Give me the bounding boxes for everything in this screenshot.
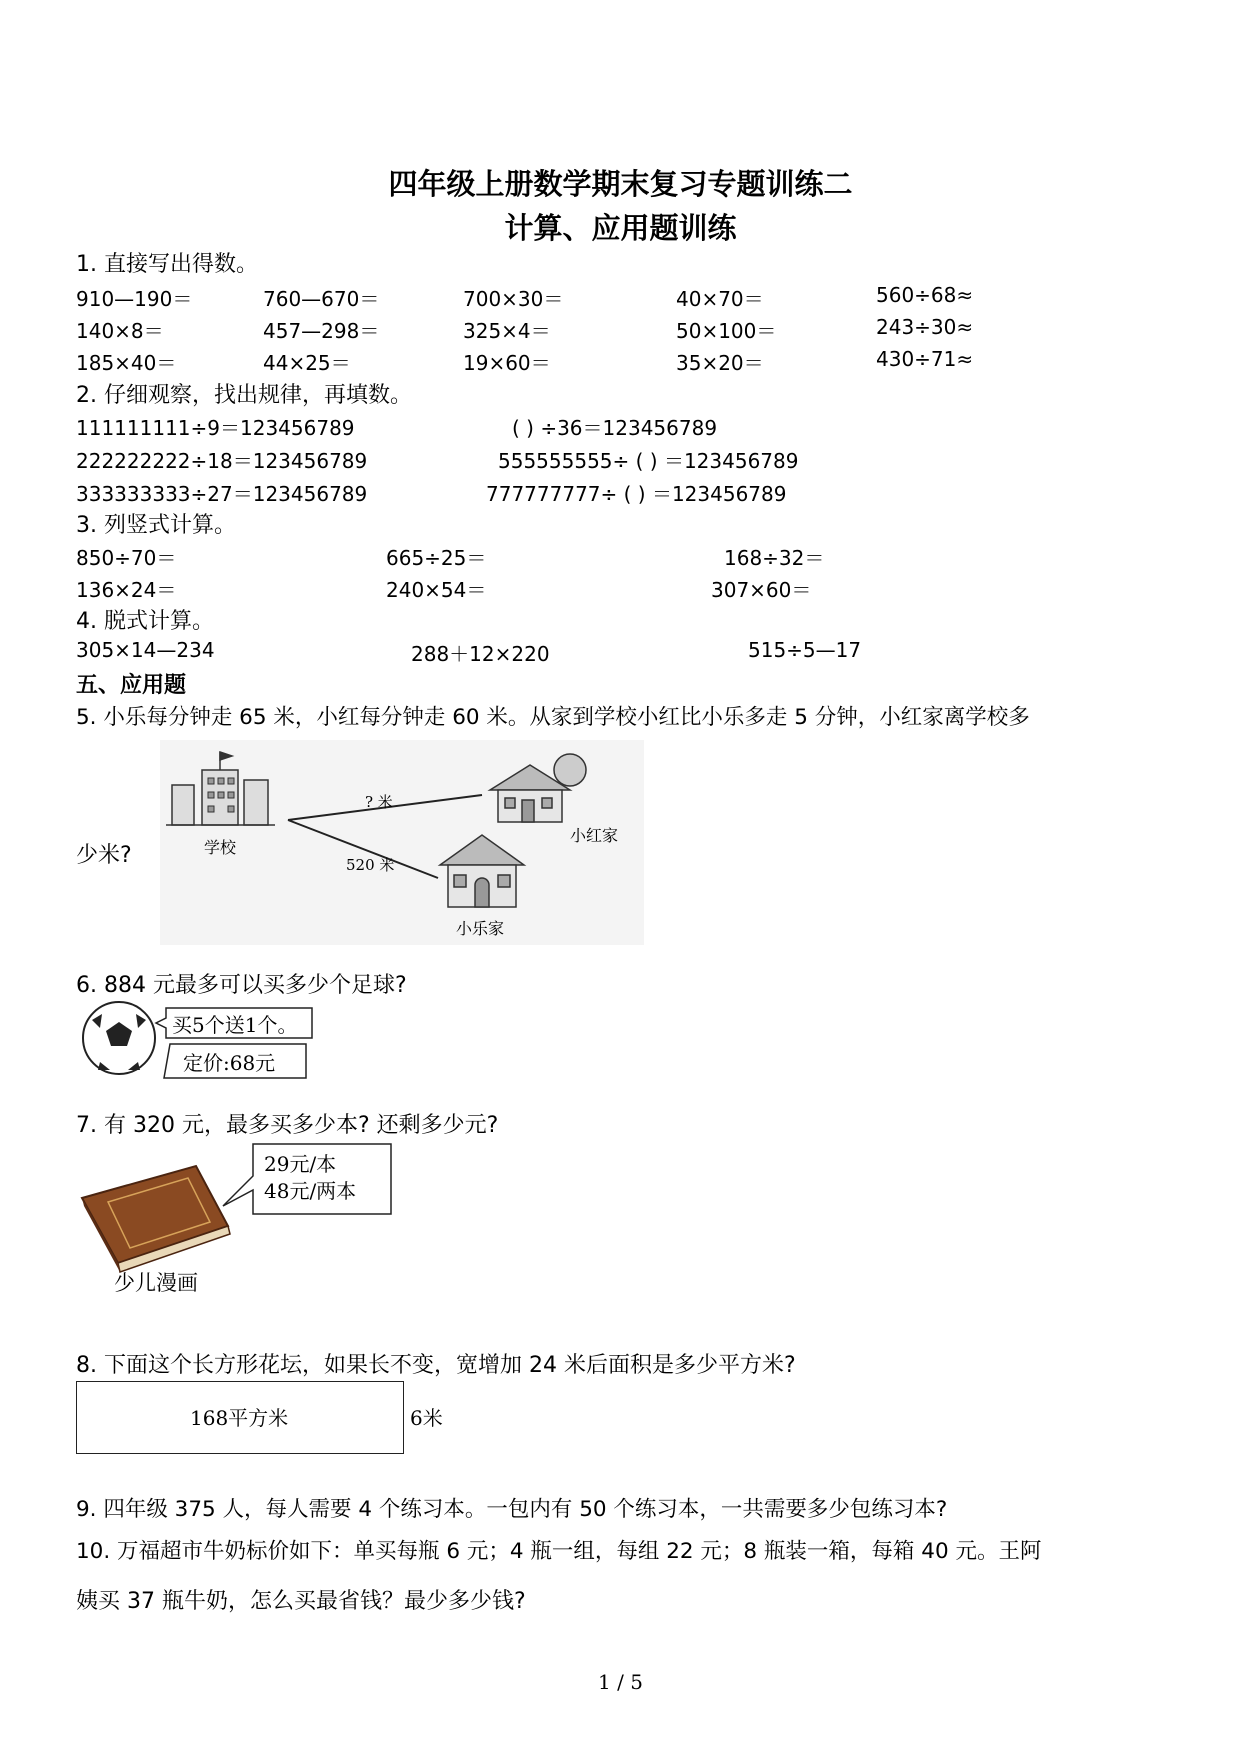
page-number: 1 / 5 bbox=[598, 1670, 643, 1694]
price-bubble bbox=[223, 1144, 391, 1214]
price2-text: 48元/两本 bbox=[264, 1179, 357, 1203]
q3-heading: 3. 列竖式计算。 bbox=[76, 513, 236, 538]
q2-heading: 2. 仔细观察，找出规律，再填数。 bbox=[76, 383, 412, 408]
q3-item: 168÷32＝ bbox=[724, 546, 825, 570]
q6-text: 6. 884 元最多可以买多少个足球? bbox=[76, 973, 407, 998]
q4-item: 305×14—234 bbox=[76, 638, 215, 662]
q1-item: 243÷30≈ bbox=[876, 315, 974, 339]
q10-text: 10. 万福超市牛奶标价如下：单买每瓶 6 元；4 瓶一组，每组 22 元；8 瓶装一箱，每箱 40 元。王阿 bbox=[76, 1539, 1042, 1564]
q1-item: 140×8＝ bbox=[76, 319, 164, 343]
q3-item: 665÷25＝ bbox=[386, 546, 487, 570]
book-caption: 少儿漫画 bbox=[114, 1271, 198, 1295]
q1-item: 560÷68≈ bbox=[876, 283, 974, 307]
book-icon bbox=[82, 1166, 230, 1272]
promo-text: 买5个送1个。 bbox=[172, 1013, 298, 1037]
label-red-home: 小红家 bbox=[570, 826, 619, 845]
page-title: 四年级上册数学期末复习专题训练二 bbox=[388, 167, 853, 201]
q1-heading: 1. 直接写出得数。 bbox=[76, 252, 258, 277]
label-school: 学校 bbox=[204, 838, 237, 857]
q3-item: 307×60＝ bbox=[711, 578, 812, 602]
q7-text: 7. 有 320 元，最多买多少本? 还剩多少元? bbox=[76, 1113, 499, 1138]
q2-blank: 777777777÷ ( ) ＝123456789 bbox=[486, 482, 787, 506]
q2-blank: ( ) ÷36＝123456789 bbox=[512, 416, 718, 440]
q1-item: 40×70＝ bbox=[676, 287, 764, 311]
q3-item: 850÷70＝ bbox=[76, 546, 177, 570]
q3-item: 136×24＝ bbox=[76, 578, 177, 602]
football-icon bbox=[83, 1002, 155, 1074]
label-unknown: ? 米 bbox=[365, 793, 393, 811]
width-label: 6米 bbox=[410, 1406, 443, 1430]
price-text: 定价:68元 bbox=[183, 1051, 276, 1075]
q5-figure bbox=[160, 740, 644, 945]
q6-figure bbox=[80, 1000, 320, 1085]
page-subtitle: 计算、应用题训练 bbox=[504, 211, 737, 245]
label-le-home: 小乐家 bbox=[456, 919, 505, 938]
q1-item: 325×4＝ bbox=[463, 319, 551, 343]
q10-text-cont: 姨买 37 瓶牛奶，怎么买最省钱？最少多少钱? bbox=[76, 1589, 526, 1614]
q8-text: 8. 下面这个长方形花坛，如果长不变，宽增加 24 米后面积是多少平方米? bbox=[76, 1353, 796, 1378]
q4-heading: 4. 脱式计算。 bbox=[76, 609, 214, 634]
q2-blank: 555555555÷ ( ) ＝123456789 bbox=[498, 449, 799, 473]
q4-item: 515÷5—17 bbox=[748, 638, 862, 662]
label-known: 520 米 bbox=[346, 856, 395, 874]
q1-item: 910—190＝ bbox=[76, 287, 193, 311]
area-label: 168平方米 bbox=[190, 1406, 289, 1430]
q1-item: 185×40＝ bbox=[76, 351, 177, 375]
q1-item: 44×25＝ bbox=[263, 351, 351, 375]
q1-item: 457—298＝ bbox=[263, 319, 380, 343]
q1-item: 700×30＝ bbox=[463, 287, 564, 311]
q2-example: 222222222÷18＝123456789 bbox=[76, 449, 368, 473]
q4-item: 288＋12×220 bbox=[411, 642, 550, 666]
q1-item: 19×60＝ bbox=[463, 351, 551, 375]
price1-text: 29元/本 bbox=[264, 1152, 337, 1176]
promo-bubble bbox=[156, 1008, 312, 1038]
q9-text: 9. 四年级 375 人，每人需要 4 个练习本。一包内有 50 个练习本，一共需要多少包练习本? bbox=[76, 1497, 948, 1522]
q5-text-cont: 少米? bbox=[76, 843, 132, 868]
section-heading: 五、应用题 bbox=[76, 673, 187, 698]
q3-item: 240×54＝ bbox=[386, 578, 487, 602]
q2-example: 111111111÷9＝123456789 bbox=[76, 416, 355, 440]
q2-example: 333333333÷27＝123456789 bbox=[76, 482, 368, 506]
q1-item: 760—670＝ bbox=[263, 287, 380, 311]
q1-item: 35×20＝ bbox=[676, 351, 764, 375]
q1-item: 50×100＝ bbox=[676, 319, 777, 343]
q1-item: 430÷71≈ bbox=[876, 347, 974, 371]
price-tag bbox=[164, 1044, 306, 1078]
q7-figure bbox=[78, 1138, 398, 1298]
q5-text: 5. 小乐每分钟走 65 米，小红每分钟走 60 米。从家到学校小红比小乐多走 5 分钟，小红家离学校多 bbox=[76, 705, 1030, 730]
